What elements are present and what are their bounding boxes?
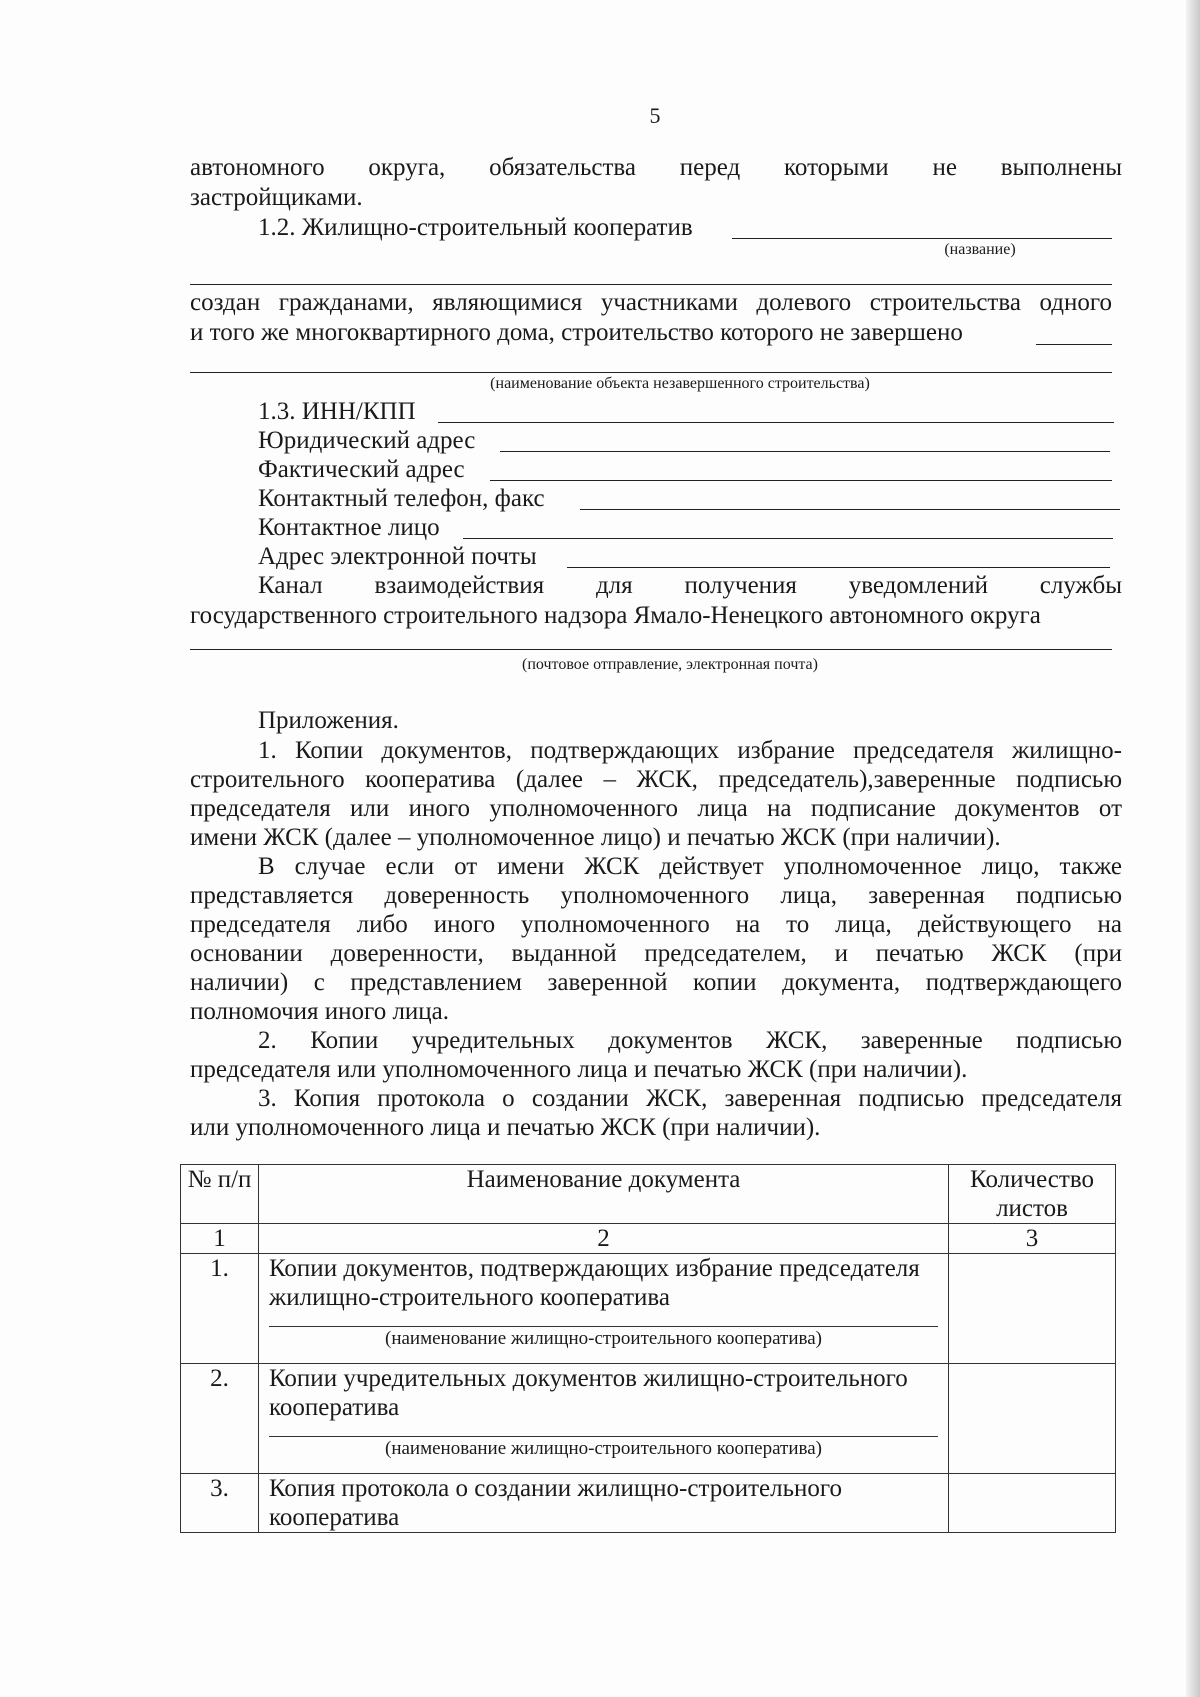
row-3-name: Копия протокола о создании жилищно-строительного кооператива [259, 1474, 949, 1533]
att3-line-1: 2. Копии учредительных документов ЖСК, заверенные подписью [258, 1027, 1122, 1054]
row-1-num: 1. [181, 1254, 259, 1364]
att1-line-2: строительного кооператива (далее – ЖСК, председатель),заверенные подписью [190, 766, 1122, 793]
contact-person-label: Контактное лицо [258, 514, 440, 541]
intro-line-1: автономного округа, обязательства перед которыми не выполнены [190, 154, 1122, 181]
channel-blank [190, 649, 1112, 650]
cooperative-name-line-2 [190, 284, 1112, 285]
att2-line-2: представляется доверенность уполномоченного лица, заверенная подписью [190, 882, 1122, 909]
table-row [181, 1364, 1116, 1474]
row-1-name: Копии документов, подтверждающих избрание председателя жилищно-строительного кооператива [269, 1255, 920, 1311]
att1-line-1: 1. Копии документов, подтверждающих избрание председателя жилищно- [258, 737, 1122, 764]
att1-line-4: имени ЖСК (далее – уполномоченное лицо) и печатью ЖСК (при наличии). [190, 824, 1001, 851]
att2-line-6: полномочия иного лица. [190, 998, 450, 1025]
table-colnum-row [181, 1224, 1116, 1254]
row-2-name-cell [259, 1364, 949, 1474]
att4-line-2: или уполномоченного лица и печатью ЖСК (при наличии). [190, 1114, 821, 1141]
phone-fax-blank [580, 509, 1120, 510]
header-name: Наименование документа [259, 1165, 949, 1224]
page-number: 5 [649, 103, 661, 128]
att3-line-2: председателя или уполномоченного лица и печатью ЖСК (при наличии). [190, 1056, 968, 1083]
page-edge-shadow [1186, 0, 1200, 1697]
legal-address-label: Юридический адрес [258, 427, 476, 454]
header-sheets: Количество листов [949, 1165, 1116, 1224]
contact-person-blank [463, 538, 1113, 539]
intro-line-2: застройщиками. [190, 184, 363, 211]
row-2-caption: (наименование жилищно-строительного кооператива) [269, 1436, 938, 1459]
att2-line-5: наличии) с представлением заверенной копии документа, подтверждающего [190, 969, 1122, 996]
object-blank-1 [1036, 344, 1112, 345]
colnum-1: 1 [181, 1224, 259, 1254]
object-caption: (наименование объекта незавершенного строительства) [490, 375, 870, 392]
cooperative-name-blank [732, 238, 1112, 239]
phone-fax-label: Контактный телефон, факс [258, 485, 545, 512]
inn-blank [438, 422, 1114, 423]
attachments-table [180, 1164, 1116, 1533]
colnum-3: 3 [949, 1224, 1116, 1254]
row-2-name: Копии учредительных документов жилищно-строительного кооператива [269, 1365, 908, 1421]
row-1-name-cell [259, 1254, 949, 1364]
email-label: Адрес электронной почты [258, 543, 537, 570]
object-blank-2 [190, 372, 1112, 373]
channel-caption: (почтовое отправление, электронная почта) [522, 656, 818, 673]
row-3-num: 3. [181, 1474, 259, 1533]
channel-line-2: государственного строительного надзора Ямало-Ненецкого автономного округа [190, 602, 1041, 629]
att2-line-1: В случае если от имени ЖСК действует уполномоченное лицо, также [258, 853, 1122, 880]
att4-line-1: 3. Копия протокола о создании ЖСК, заверенная подписью председателя [258, 1085, 1122, 1112]
row-1-caption: (наименование жилищно-строительного кооператива) [269, 1326, 938, 1349]
channel-line-1: Канал взаимодействия для получения уведомлений службы [258, 572, 1122, 599]
created-line-1: создан гражданами, являющимися участниками долевого строительства одного [190, 289, 1112, 316]
row-1-sheets [949, 1254, 1116, 1364]
header-num: № п/п [181, 1165, 259, 1224]
table-header-row [181, 1165, 1116, 1224]
actual-address-label: Фактический адрес [258, 456, 465, 483]
attachments-heading: Приложения. [258, 707, 399, 734]
colnum-2: 2 [259, 1224, 949, 1254]
row-2-num: 2. [181, 1364, 259, 1474]
table-row [181, 1254, 1116, 1364]
cooperative-name-caption: (название) [944, 241, 1016, 258]
table-row [181, 1474, 1116, 1533]
inn-label: 1.3. ИНН/КПП [258, 398, 416, 425]
att2-line-4: основании доверенности, выданной председателем, и печатью ЖСК (при [190, 940, 1122, 967]
row-3-sheets [949, 1474, 1116, 1533]
att2-line-3: председателя либо иного уполномоченного на то лица, действующего на [190, 911, 1122, 938]
email-blank [567, 567, 1110, 568]
created-line-2: и того же многоквартирного дома, строительство которого не завершено [190, 319, 963, 346]
actual-address-blank [490, 480, 1112, 481]
legal-address-blank [500, 451, 1110, 452]
row-2-sheets [949, 1364, 1116, 1474]
att1-line-3: председателя или иного уполномоченного лица на подписание документов от [190, 795, 1122, 822]
cooperative-label: 1.2. Жилищно-строительный кооператив [258, 214, 693, 241]
